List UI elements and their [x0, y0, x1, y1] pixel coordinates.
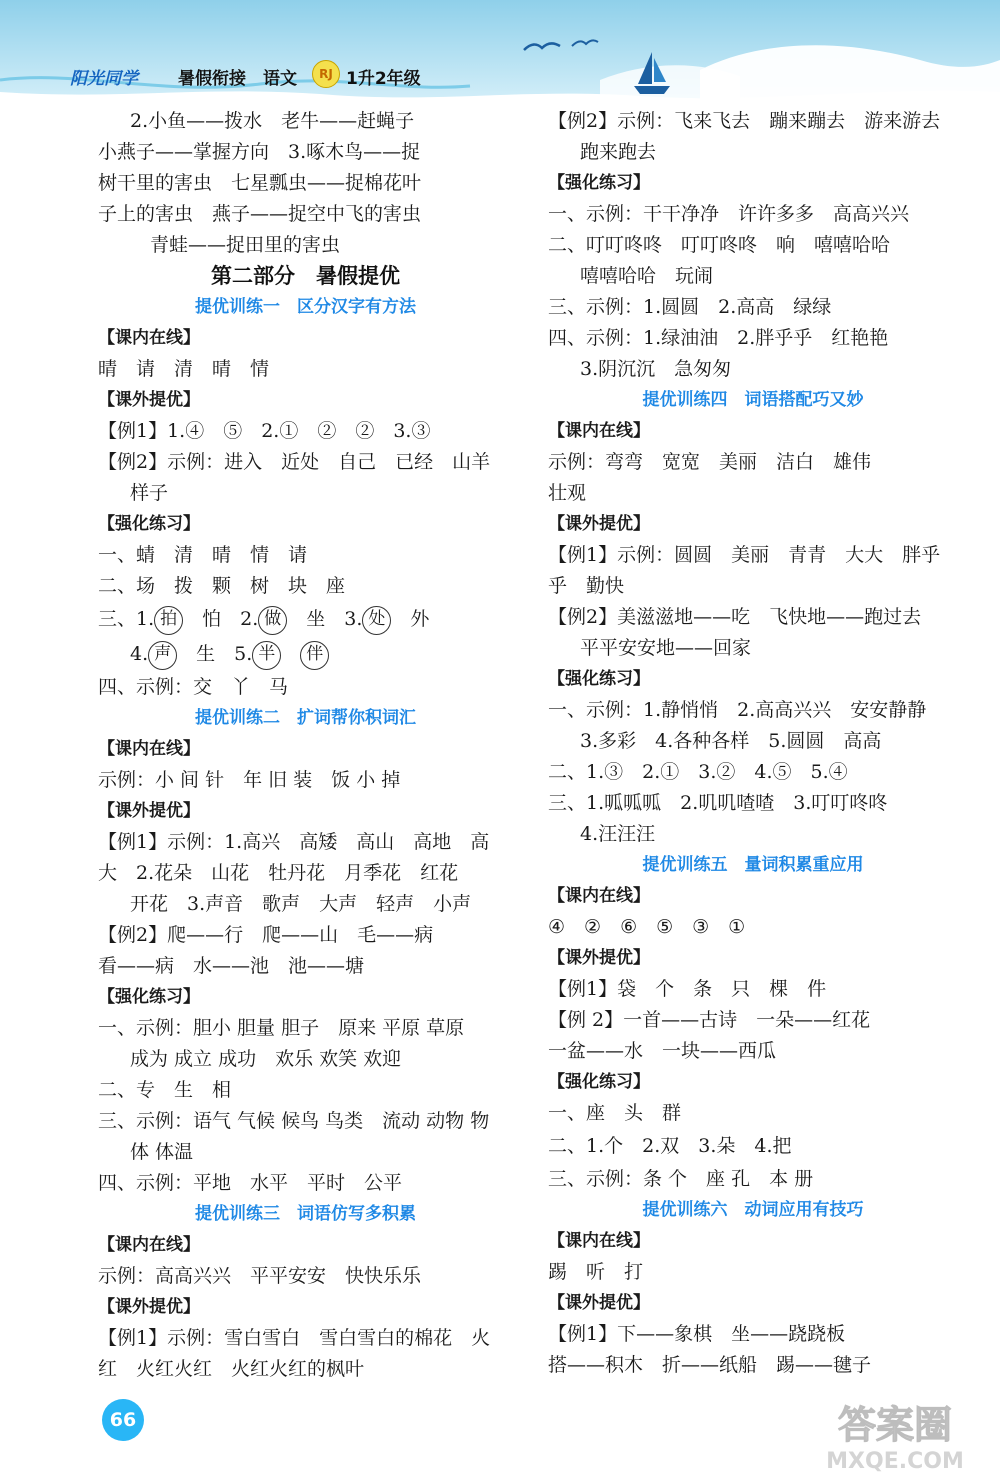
text-line: 乎 勤快: [548, 575, 625, 597]
text-fragment: 怕 2.: [183, 608, 259, 630]
circled-char: 处: [362, 606, 391, 635]
section-label: 【强化练习】: [98, 987, 200, 1007]
section-label: 【课内在线】: [98, 328, 200, 348]
edition-badge: RJ: [312, 60, 340, 88]
text-line: 【例1】袋 个 条 只 棵 件: [548, 978, 827, 1000]
text-line: 三、示例：1.圆圆 2.高高 绿绿: [548, 296, 832, 318]
circled-answer-line: [98, 602, 513, 637]
header-course: 语文: [263, 69, 297, 89]
text-line: 【例1】下——象棋 坐——跷跷板: [548, 1323, 846, 1345]
text-line: 一、示例：1.静悄悄 2.高高兴兴 安安静静: [548, 699, 927, 721]
lesson-title: 提优训练六 动词应用有技巧: [642, 1200, 864, 1220]
text-line: 【例1】示例：雪白雪白 雪白雪白的棉花 火: [98, 1327, 491, 1349]
text-line: ④ ② ⑥ ⑤ ③ ①: [548, 916, 746, 938]
sailboat-icon: [632, 48, 672, 96]
section-label: 【课外提优】: [548, 1293, 650, 1313]
header-grade: 1升2年级: [346, 69, 421, 89]
text-line: 体 体温: [130, 1141, 194, 1163]
text-line: 样子: [130, 482, 169, 504]
text-line: 小燕子——掌握方向 3.啄木鸟——捉: [98, 141, 421, 163]
text-line: 二、1.个 2.双 3.朵 4.把: [548, 1135, 792, 1157]
text-line: 子上的害虫 燕子——捉空中飞的害虫: [98, 203, 422, 225]
circled-char: 拍: [154, 606, 183, 635]
section-label: 【强化练习】: [98, 514, 200, 534]
section-label: 【课外提优】: [98, 801, 200, 821]
text-line: 树干里的害虫 七星瓢虫——捉棉花叶: [98, 172, 422, 194]
text-line: 3.阴沉沉 急匆匆: [580, 358, 732, 380]
text-line: 【例1】示例：圆圆 美丽 青青 大大 胖乎: [548, 544, 941, 566]
section-label: 【课外提优】: [548, 948, 650, 968]
text-fragment: 外: [391, 608, 430, 630]
text-line: 4.汪汪汪: [580, 823, 656, 845]
section-label: 【课外提优】: [98, 1297, 200, 1317]
text-line: 三、示例：语气 气候 候鸟 鸟类 流动 动物 物: [98, 1110, 490, 1132]
lesson-title: 提优训练二 扩词帮你积词汇: [195, 708, 416, 728]
text-line: 红 火红火红 火红火红的枫叶: [98, 1358, 365, 1380]
lesson-title: 提优训练一 区分汉字有方法: [195, 297, 416, 317]
text-line: 一、示例：胆小 胆量 胆子 原来 平原 草原: [98, 1017, 465, 1039]
section-label: 【课内在线】: [548, 886, 650, 906]
text-line: 【例2】示例：飞来飞去 蹦来蹦去 游来游去: [548, 110, 941, 132]
lesson-title: 提优训练四 词语搭配巧又妙: [642, 390, 864, 410]
text-line: 示例：高高兴兴 平平安安 快快乐乐: [98, 1265, 422, 1287]
text-line: 二、叮叮咚咚 叮叮咚咚 响 嘻嘻哈哈: [548, 234, 891, 256]
text-line: 一盆——水 一块——西瓜: [548, 1040, 777, 1062]
part-title: 第二部分 暑假提优: [211, 264, 400, 288]
circled-char: 声: [148, 641, 177, 670]
section-label: 【课外提优】: [548, 514, 650, 534]
text-fragment: 三、1.: [98, 608, 155, 630]
text-line: 青蛙——捉田里的害虫: [150, 234, 341, 256]
text-line: 一、蜻 清 晴 情 请: [98, 544, 308, 566]
sky-wave-decoration: [0, 0, 1000, 110]
text-line: 【例1】1.④ ⑤ 2.① ② ② 3.③: [98, 420, 431, 442]
circled-char: 伴: [300, 641, 329, 670]
watermark-url: MXQE.COM: [826, 1449, 964, 1474]
text-line: 平平安安地——回家: [580, 637, 752, 659]
watermark: [800, 1396, 990, 1476]
text-line: 四、示例：1.绿油油 2.胖乎乎 红艳艳: [548, 327, 889, 349]
text-line: 一、座 头 群: [548, 1102, 682, 1124]
text-line: 【例 2】一首——古诗 一朵——红花: [548, 1009, 871, 1031]
text-line: 二、1.③ 2.① 3.② 4.⑤ 5.④: [548, 761, 848, 783]
text-line: 三、1.呱呱呱 2.叽叽喳喳 3.叮叮咚咚: [548, 792, 888, 814]
text-line: 3.多彩 4.各种各样 5.圆圆 高高: [580, 730, 882, 752]
section-label: 【课内在线】: [548, 421, 650, 441]
text-line: 【例2】爬——行 爬——山 毛——病: [98, 924, 434, 946]
section-label: 【强化练习】: [548, 1072, 650, 1092]
text-line: 踢 听 打: [548, 1261, 644, 1283]
seagull-icon: [520, 36, 600, 56]
left-column: [98, 106, 513, 1385]
text-fragment: 4.: [130, 643, 149, 665]
text-line: 晴 请 清 晴 情: [98, 358, 270, 380]
header-banner: [0, 0, 1000, 110]
page-number: 66: [102, 1399, 144, 1441]
text-line: 看——病 水——池 池——塘: [98, 955, 365, 977]
text-line: 【例2】美滋滋地——吃 飞快地——跑过去: [548, 606, 922, 628]
section-label: 【强化练习】: [548, 173, 650, 193]
text-line: 示例：弯弯 宽宽 美丽 洁白 雄伟: [548, 451, 872, 473]
right-column: [548, 106, 958, 1381]
text-line: 二、场 拨 颗 树 块 座: [98, 575, 346, 597]
brand-logo: 阳光同学: [70, 69, 138, 89]
text-line: 大 2.花朵 山花 牡丹花 月季花 红花: [98, 862, 459, 884]
section-label: 【课内在线】: [98, 739, 200, 759]
text-line: 壮观: [548, 482, 587, 504]
text-line: 【例1】示例：1.高兴 高矮 高山 高地 高: [98, 831, 490, 853]
section-label: 【课外提优】: [98, 390, 200, 410]
text-line: 示例：小 间 针 年 旧 装 饭 小 掉: [98, 769, 401, 791]
lesson-title: 提优训练五 量词积累重应用: [642, 855, 864, 875]
text-line: 开花 3.声音 歌声 大声 轻声 小声: [130, 893, 472, 915]
text-fragment: 坐 3.: [287, 608, 363, 630]
section-label: 【课内在线】: [98, 1235, 200, 1255]
circled-char: 半: [252, 641, 281, 670]
text-line: 成为 成立 成功 欢乐 欢笑 欢迎: [130, 1048, 402, 1070]
text-line: 四、示例：平地 水平 平时 公平: [98, 1172, 403, 1194]
text-line: 四、示例：交 丫 马: [98, 676, 289, 698]
text-line: 二、专 生 相: [98, 1079, 232, 1101]
circled-answer-line: [98, 637, 513, 672]
text-line: 搭——积木 折——纸船 踢——毽子: [548, 1354, 872, 1376]
watermark-text: 答案圈: [837, 1403, 953, 1447]
text-fragment: 生 5.: [177, 643, 253, 665]
section-label: 【课内在线】: [548, 1231, 650, 1251]
text-line: 三、示例：条 个 座 孔 本 册: [548, 1168, 814, 1190]
lesson-title: 提优训练三 词语仿写多积累: [195, 1204, 416, 1224]
text-line: 一、示例：干干净净 许许多多 高高兴兴: [548, 203, 910, 225]
text-line: 嘻嘻哈哈 玩闹: [580, 265, 714, 287]
section-label: 【强化练习】: [548, 669, 650, 689]
text-line: 【例2】示例：进入 近处 自己 已经 山羊: [98, 451, 491, 473]
header-subject: 暑假衔接: [178, 69, 246, 89]
circled-char: 做: [258, 606, 287, 635]
text-line: 跑来跑去: [580, 141, 657, 163]
text-line: 2.小鱼——拨水 老牛——赶蝇子: [130, 110, 415, 132]
